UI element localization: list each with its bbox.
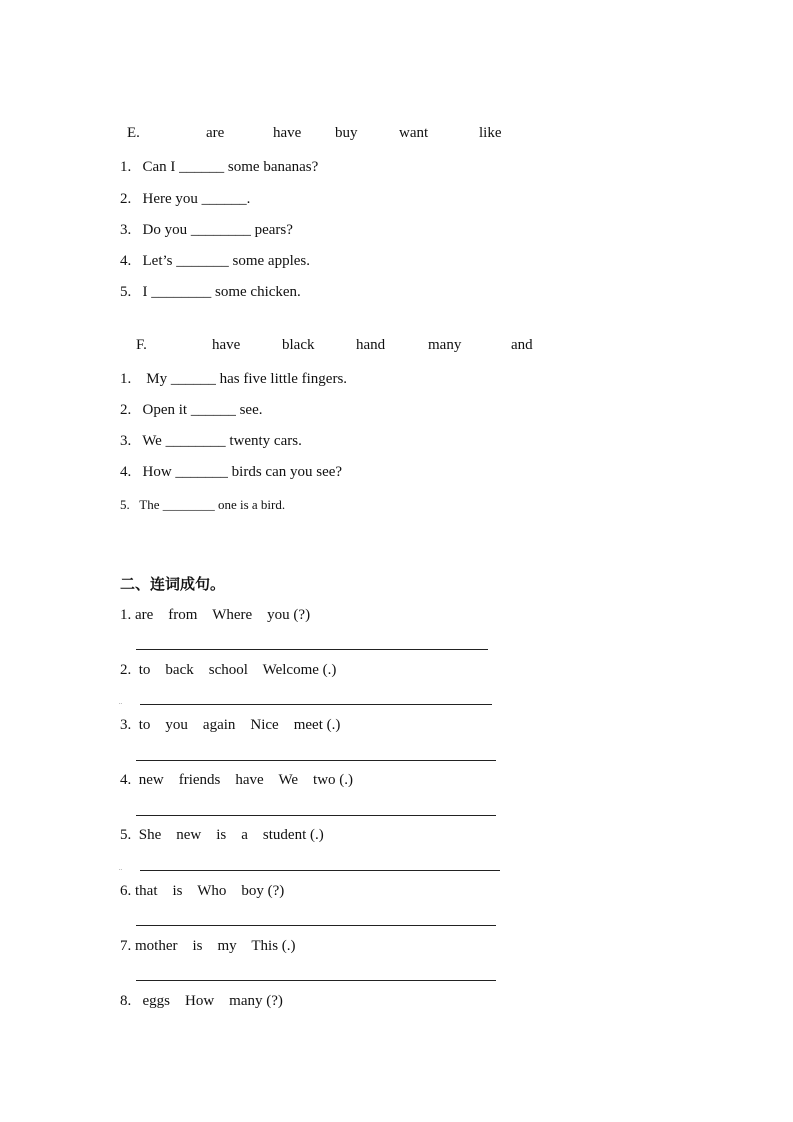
f-item-1: 1. My ______ has five little fingers. bbox=[120, 371, 348, 387]
answer-line-7[interactable] bbox=[136, 980, 496, 981]
sentence-item-7: 7. mother is my This (.) bbox=[120, 938, 296, 954]
sentence-item-5: 5. She new is a student (.) bbox=[120, 827, 324, 843]
stray-mark: .. bbox=[119, 700, 122, 706]
word-bank-e-1: are bbox=[206, 125, 225, 141]
word-bank-e-3: buy bbox=[335, 125, 358, 141]
answer-line-5[interactable] bbox=[140, 870, 500, 871]
sentence-item-4: 4. new friends have We two (.) bbox=[120, 772, 354, 788]
section-f-letter: F. bbox=[136, 337, 147, 353]
word-bank-e-5: like bbox=[479, 125, 502, 141]
word-bank-f-5: and bbox=[511, 337, 533, 353]
e-item-5: 5. I ________ some chicken. bbox=[120, 284, 301, 300]
answer-line-6[interactable] bbox=[136, 925, 496, 926]
e-item-2: 2. Here you ______. bbox=[120, 191, 251, 207]
word-bank-e-4: want bbox=[399, 125, 429, 141]
answer-line-1[interactable] bbox=[136, 649, 488, 650]
word-bank-f-4: many bbox=[428, 337, 462, 353]
word-bank-f-2: black bbox=[282, 337, 315, 353]
e-item-3: 3. Do you ________ pears? bbox=[120, 222, 293, 238]
stray-mark: .. bbox=[119, 866, 122, 872]
f-item-3: 3. We ________ twenty cars. bbox=[120, 433, 302, 449]
answer-line-3[interactable] bbox=[136, 760, 496, 761]
answer-line-2[interactable] bbox=[140, 704, 492, 705]
e-item-4: 4. Let’s _______ some apples. bbox=[120, 253, 310, 269]
section-2-heading: 二、连词成句。 bbox=[120, 575, 226, 593]
section-e-letter: E. bbox=[127, 125, 140, 141]
sentence-item-1: 1. are from Where you (?) bbox=[120, 607, 311, 623]
sentence-item-8: 8. eggs How many (?) bbox=[120, 993, 283, 1009]
e-item-1: 1. Can I ______ some bananas? bbox=[120, 159, 319, 175]
answer-line-4[interactable] bbox=[136, 815, 496, 816]
word-bank-f-3: hand bbox=[356, 337, 386, 353]
f-item-2: 2. Open it ______ see. bbox=[120, 402, 263, 418]
word-bank-f-1: have bbox=[212, 337, 241, 353]
sentence-item-2: 2. to back school Welcome (.) bbox=[120, 662, 337, 678]
sentence-item-3: 3. to you again Nice meet (.) bbox=[120, 717, 341, 733]
f-item-5: 5. The ________ one is a bird. bbox=[120, 497, 286, 512]
sentence-item-6: 6. that is Who boy (?) bbox=[120, 883, 285, 899]
f-item-4: 4. How _______ birds can you see? bbox=[120, 464, 343, 480]
word-bank-e-2: have bbox=[273, 125, 302, 141]
